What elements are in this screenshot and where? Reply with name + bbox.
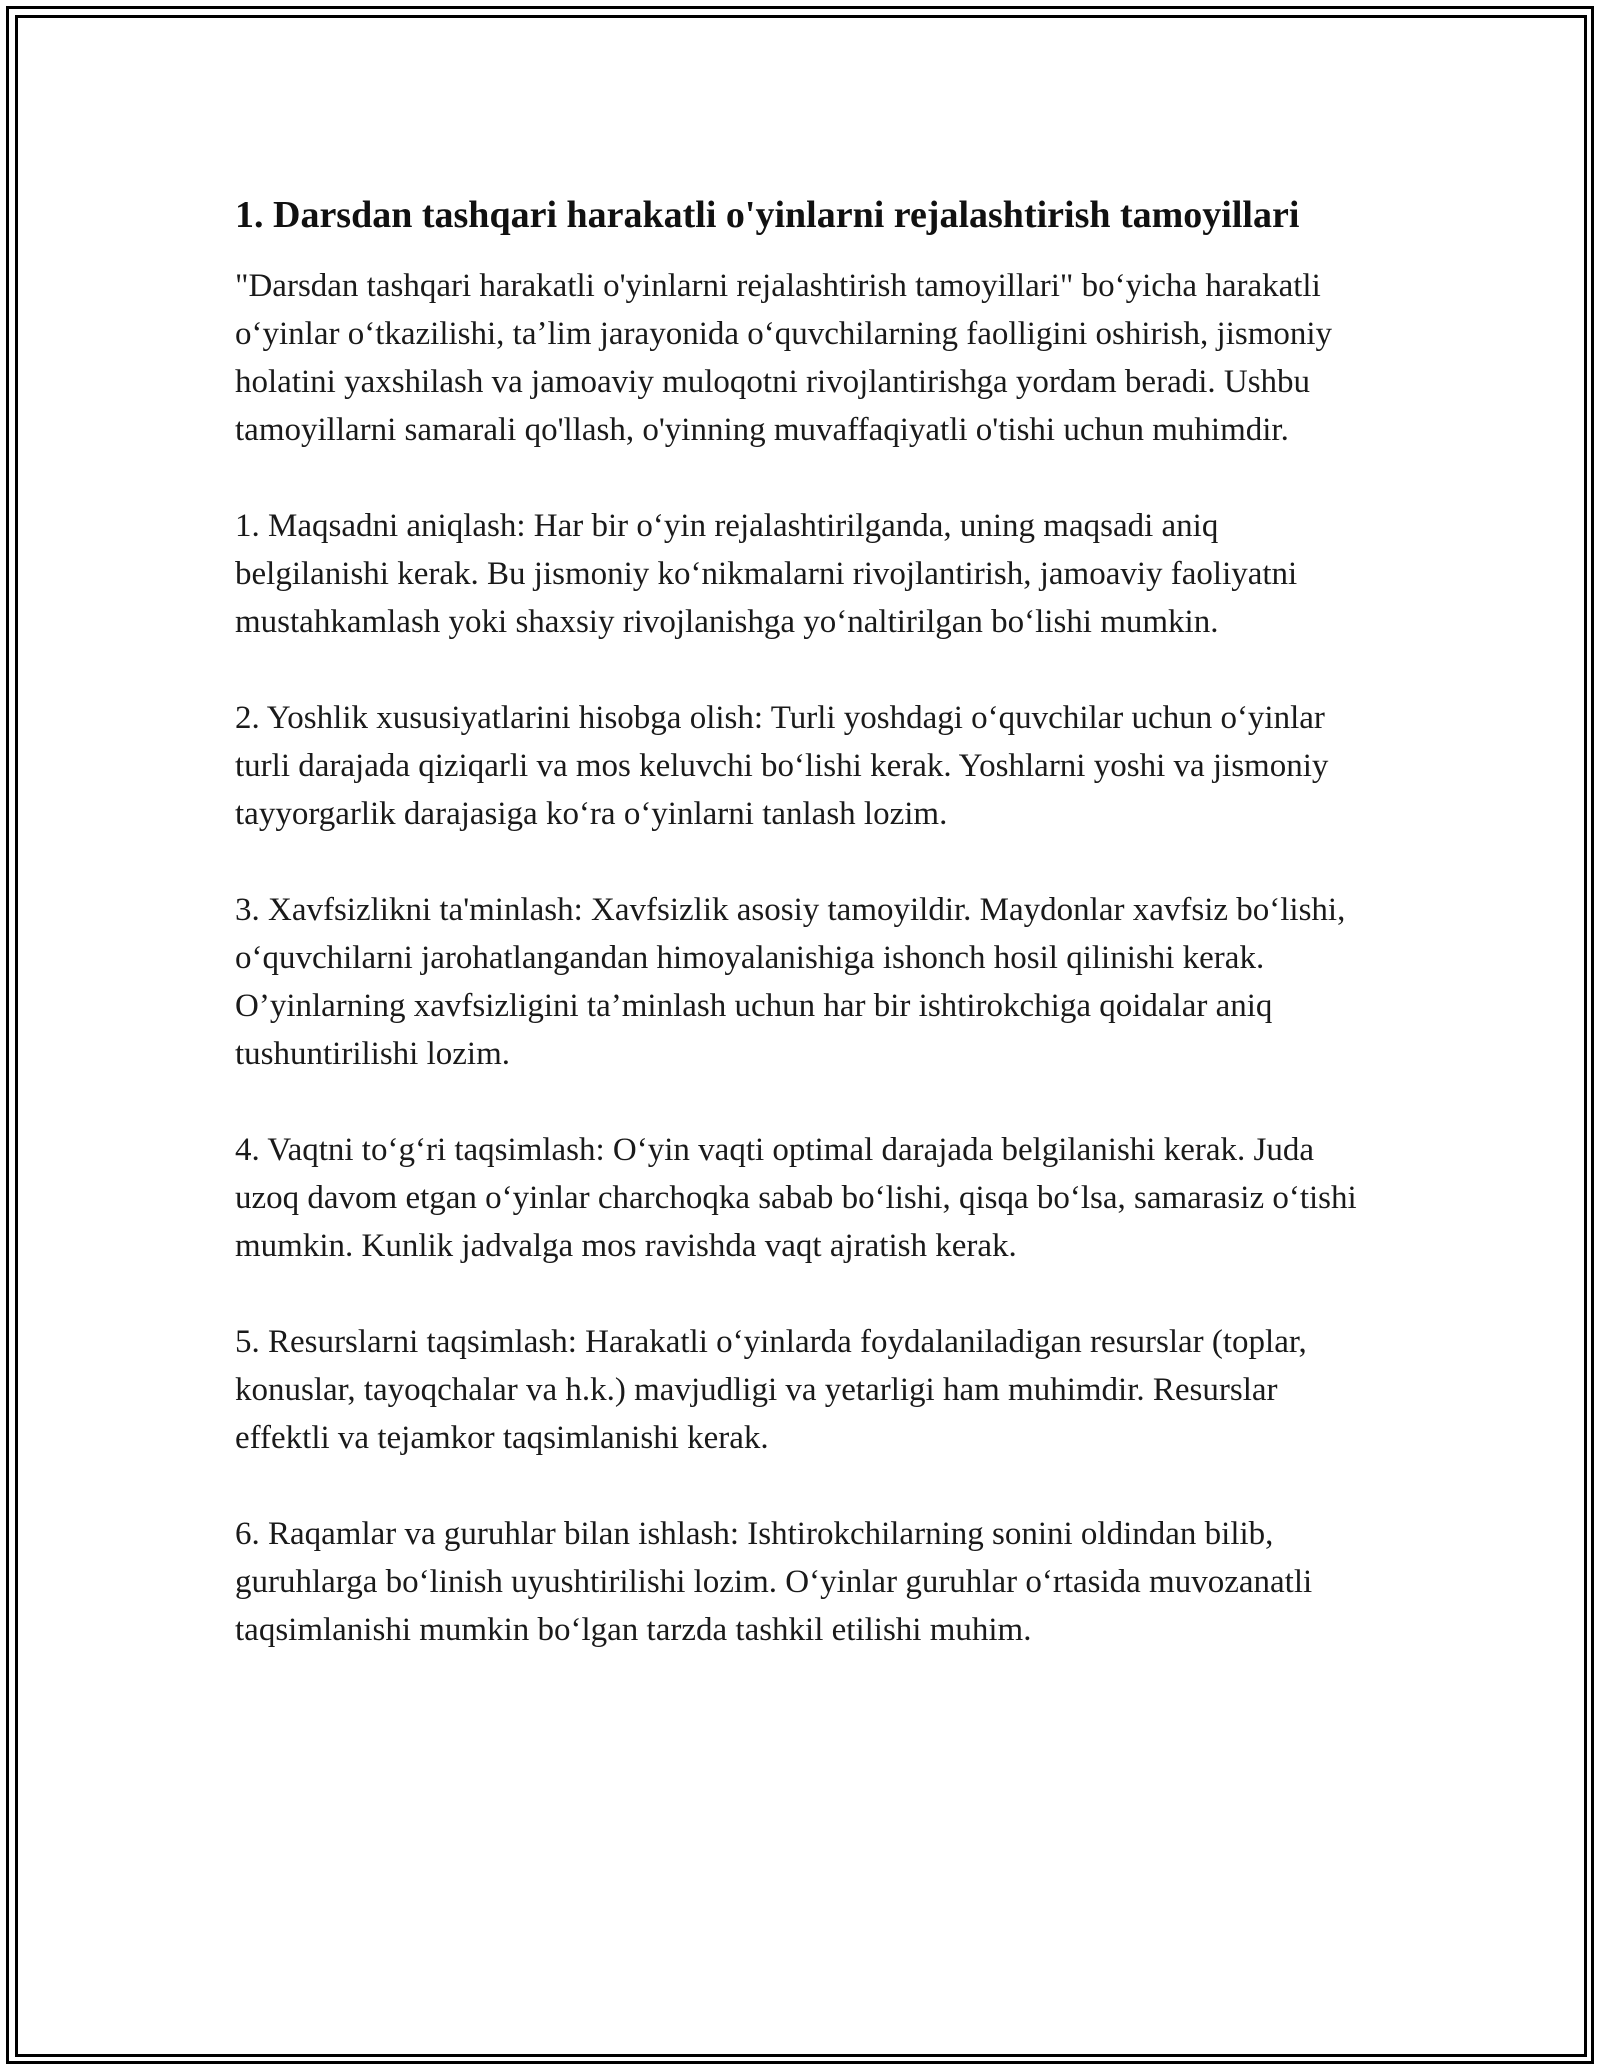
principle-4-paragraph: 4. Vaqtni toʻgʻri taqsimlash: Oʻyin vaqti optimal darajada belgilanishi kerak. Juda uzoq davom etgan oʻyinlar charchoqka sabab boʻlishi, qisqa boʻlsa, samarasiz oʻtishi mumkin. Kunlik jadvalga mos ravishda vaqt ajratish kerak. xyxy=(235,1132,1357,1264)
document-body xyxy=(235,188,1375,1702)
principle-5-paragraph: 5. Resurslarni taqsimlash: Harakatli oʻyinlarda foydalaniladigan resurslar (toplar, konuslar, tayoqchalar va h.k.) mavjudligi va yetarligi ham muhimdir. Resurslar effektli va tejamkor taqsimlanishi kerak. xyxy=(235,1324,1307,1456)
principle-3-paragraph: 3. Xavfsizlikni ta'minlash: Xavfsizlik asosiy tamoyildir. Maydonlar xavfsiz boʻlishi, oʻquvchilarni jarohatlangandan himoyalanishiga ishonch hosil qilinishi kerak. O’yinlarning xavfsizligini ta’minlash uchun har bir ishtirokchiga qoidalar aniq tushuntirilishi lozim. xyxy=(235,892,1346,1072)
principle-1-paragraph: 1. Maqsadni aniqlash: Har bir oʻyin rejalashtirilganda, uning maqsadi aniq belgilanishi kerak. Bu jismoniy koʻnikmalarni rivojlantirish, jamoaviy faoliyatni mustahkamlash yoki shaxsiy rivojlanishga yoʻnaltirilgan boʻlishi mumkin. xyxy=(235,508,1298,640)
principle-2-paragraph: 2. Yoshlik xususiyatlarini hisobga olish: Turli yoshdagi oʻquvchilar uchun oʻyinlar turli darajada qiziqarli va mos keluvchi boʻlishi kerak. Yoshlarni yoshi va jismoniy tayyorgarlik darajasiga koʻra oʻyinlarni tanlash lozim. xyxy=(235,700,1329,832)
intro-paragraph: "Darsdan tashqari harakatli o'yinlarni rejalashtirish tamoyillari" boʻyicha harakatli oʻyinlar oʻtkazilishi, taʼlim jarayonida oʻquvchilarning faolligini oshirish, jismoniy holatini yaxshilash va jamoaviy muloqotni rivojlantirishga yordam beradi. Ushbu tamoyillarni samarali qo'llash, o'yinning muvaffaqiyatli o'tishi uchun muhimdir. xyxy=(235,268,1333,448)
principle-6-paragraph: 6. Raqamlar va guruhlar bilan ishlash: Ishtirokchilarning sonini oldindan bilib, guruhlarga boʻlinish uyushtirilishi lozim. Oʻyinlar guruhlar oʻrtasida muvozanatli taqsimlanishi mumkin boʻlgan tarzda tashkil etilishi muhim. xyxy=(235,1516,1313,1648)
document-heading: 1. Darsdan tashqari harakatli o'yinlarni rejalashtirish tamoyillari xyxy=(235,194,1300,236)
